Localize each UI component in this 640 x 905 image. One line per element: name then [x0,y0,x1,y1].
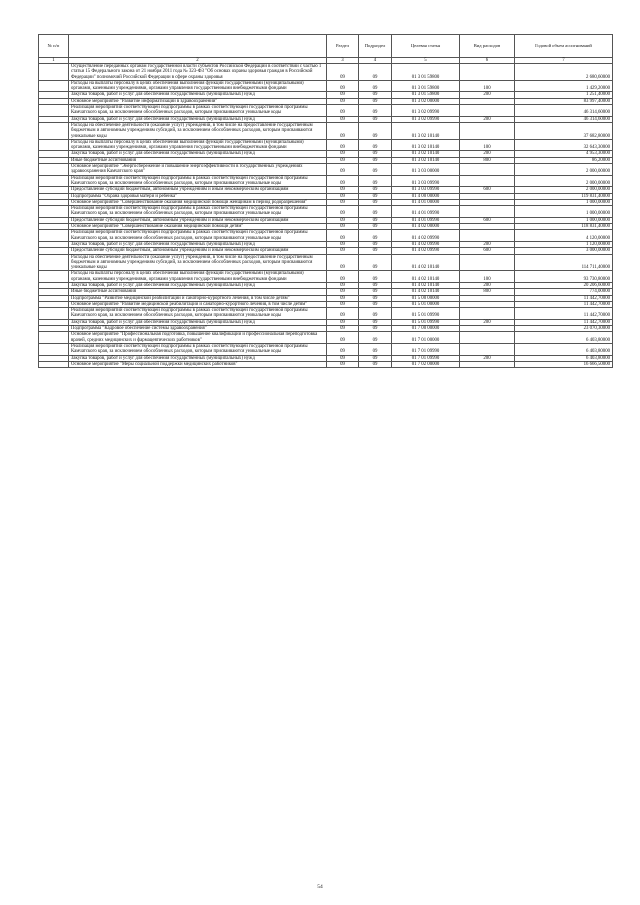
row-amount-cell: 1 000,00000 [515,206,613,218]
row-target-cell: 01 7 01 00000 [392,332,460,344]
row-target-cell: 01 4 02 10140 [392,271,460,283]
row-target-cell: 01 7 00 00000 [392,326,460,332]
row-razdel-cell: 09 [327,289,359,295]
table-header-row [39,35,613,58]
row-podrazdel-cell: 09 [359,308,392,320]
row-name-cell: Основное мероприятие "Развитие информатизации в здравоохранении" [69,98,327,104]
row-podrazdel-cell: 09 [359,282,392,288]
row-vid-cell: 200 [460,241,515,247]
row-vid-cell [460,343,515,355]
row-razdel-cell: 09 [327,343,359,355]
row-name-cell: Закупка товаров, работ и услуг для обеспечения государственных (муниципальных) нужд [69,92,327,98]
row-razdel-cell: 09 [327,92,359,98]
row-razdel-cell: 09 [327,271,359,283]
row-amount-cell: 2 000,00000 [515,175,613,187]
row-vid-cell: 800 [460,157,515,163]
row-razdel-cell: 09 [327,80,359,92]
row-razdel-cell: 09 [327,326,359,332]
column-number: 6 [460,58,515,64]
row-target-cell: 01 4 02 00000 [392,224,460,230]
row-num-cell [39,254,69,271]
row-vid-cell: 600 [460,187,515,193]
row-amount-cell: 93 730,80000 [515,271,613,283]
row-razdel-cell: 09 [327,122,359,139]
table-row [39,105,613,117]
row-razdel-cell: 09 [327,361,359,367]
page-number: 54 [317,884,323,890]
row-podrazdel-cell: 09 [359,217,392,223]
row-name-cell: Реализация мероприятий соответствующей подпрограммы в рамках соответствующей государственной программы Камчатского края, за исключением обособленных расходов, которым присваиваются уникальные коды [69,105,327,117]
header-target: Целевая статья [392,35,460,58]
row-num-cell [39,122,69,139]
row-amount-cell: 2 000,00000 [515,164,613,176]
table-row [39,254,613,271]
row-name-cell: Основное мероприятие "Профессиональная подготовка, повышение квалификации и профессиональная переподготовка врачей, средних медицинских и фармацевтических работников" [69,332,327,344]
row-num-cell [39,105,69,117]
row-target-cell: 01 5 01 00000 [392,301,460,307]
row-name-cell: Закупка товаров, работ и услуг для обеспечения государственных (муниципальных) нужд [69,241,327,247]
row-podrazdel-cell: 09 [359,224,392,230]
row-podrazdel-cell: 09 [359,319,392,325]
row-podrazdel-cell: 09 [359,271,392,283]
row-razdel-cell: 09 [327,254,359,271]
row-podrazdel-cell: 09 [359,175,392,187]
row-podrazdel-cell: 09 [359,164,392,176]
row-target-cell: 01 3 02 10140 [392,139,460,151]
row-vid-cell [460,254,515,271]
row-target-cell: 01 5 01 09990 [392,319,460,325]
row-razdel-cell: 09 [327,98,359,104]
header-razdel: Раздел [327,35,359,58]
budget-page [38,34,612,368]
row-podrazdel-cell: 09 [359,332,392,344]
row-razdel-cell: 09 [327,319,359,325]
row-podrazdel-cell: 09 [359,98,392,104]
column-number: 4 [359,58,392,64]
row-razdel-cell: 09 [327,224,359,230]
row-amount-cell: 6 403,80000 [515,332,613,344]
row-razdel-cell: 09 [327,199,359,205]
row-target-cell: 01 3 01 59800 [392,92,460,98]
row-podrazdel-cell: 09 [359,199,392,205]
row-name-cell: Расходы на выплаты персоналу в целях обеспечения выполнения функций государственными (муниципальными) органами, казенными учреждениями, органами управления государственными внебюджетными фондами [69,271,327,283]
row-podrazdel-cell: 09 [359,254,392,271]
row-name-cell: Подпрограмма "Развитие медицинской реабилитации и санаторно-курортного лечения, в том числе детям" [69,295,327,301]
row-amount-cell: 774,00000 [515,289,613,295]
row-target-cell: 01 3 03 09990 [392,187,460,193]
row-razdel-cell: 09 [327,151,359,157]
row-vid-cell: 200 [460,116,515,122]
row-amount-cell: 46 314,60000 [515,116,613,122]
row-target-cell: 01 3 03 09990 [392,175,460,187]
row-amount-cell: 2 000,00000 [515,187,613,193]
row-razdel-cell: 09 [327,164,359,176]
row-vid-cell [460,361,515,367]
row-target-cell: 01 4 02 10140 [392,254,460,271]
row-target-cell: 01 3 01 59800 [392,80,460,92]
table-row [39,332,613,344]
row-podrazdel-cell: 09 [359,301,392,307]
row-amount-cell: 3 000,00000 [515,248,613,254]
row-target-cell: 01 4 02 09990 [392,248,460,254]
row-target-cell: 01 7 01 09990 [392,343,460,355]
row-podrazdel-cell: 09 [359,361,392,367]
row-target-cell: 01 5 00 00000 [392,295,460,301]
row-num-cell [39,271,69,283]
row-target-cell: 01 3 03 00000 [392,164,460,176]
row-amount-cell: 32 643,30000 [515,139,613,151]
row-vid-cell [460,332,515,344]
table-row [39,308,613,320]
row-target-cell: 01 7 01 09990 [392,355,460,361]
row-podrazdel-cell: 09 [359,92,392,98]
row-vid-cell [460,105,515,117]
row-name-cell: Основное мероприятие "Совершенствование оказания медицинской помощи детям" [69,224,327,230]
row-num-cell [39,308,69,320]
row-amount-cell: 4 953,30000 [515,151,613,157]
row-amount-cell: 2 680,60000 [515,64,613,81]
row-name-cell: Закупка товаров, работ и услуг для обеспечения государственных (муниципальных) нужд [69,151,327,157]
row-name-cell: Иные бюджетные ассигнования [69,289,327,295]
row-vid-cell: 600 [460,248,515,254]
row-name-cell: Основное мероприятие "Совершенствование оказания медицинской помощи женщинам в период родоразрешения" [69,199,327,205]
row-target-cell: 01 4 02 09990 [392,241,460,247]
row-vid-cell: 200 [460,282,515,288]
row-num-cell [39,80,69,92]
row-name-cell: Предоставление субсидий бюджетным, автономным учреждениям и иным некоммерческим организациям [69,217,327,223]
table-row [39,230,613,242]
row-amount-cell: 23 070,30000 [515,326,613,332]
row-razdel-cell: 09 [327,175,359,187]
row-target-cell: 01 4 02 10140 [392,282,460,288]
row-amount-cell: 20 206,60000 [515,282,613,288]
table-row [39,80,613,92]
table-row [39,343,613,355]
row-target-cell: 01 3 02 09990 [392,105,460,117]
row-amount-cell: 11 442,70000 [515,295,613,301]
row-vid-cell: 100 [460,139,515,151]
row-num-cell [39,206,69,218]
row-podrazdel-cell: 09 [359,343,392,355]
row-amount-cell: 11 442,70000 [515,301,613,307]
table-row [39,206,613,218]
row-vid-cell: 200 [460,355,515,361]
row-razdel-cell: 09 [327,241,359,247]
row-name-cell: Реализация мероприятий соответствующей подпрограммы в рамках соответствующей государственной программы Камчатского края, за исключением обособленных расходов, которым присваиваются уникальные коды [69,175,327,187]
row-amount-cell: 6 403,80000 [515,355,613,361]
row-razdel-cell: 09 [327,217,359,223]
row-target-cell: 01 4 02 09990 [392,230,460,242]
row-num-cell [39,343,69,355]
row-name-cell: Подпрограмма "Кадровое обеспечение системы здравоохранения" [69,326,327,332]
row-amount-cell: 1 000,00000 [515,199,613,205]
row-name-cell: Предоставление субсидий бюджетным, автономным учреждениям и иным некоммерческим организациям [69,187,327,193]
row-razdel-cell: 09 [327,105,359,117]
row-amount-cell: 1 120,00000 [515,241,613,247]
row-razdel-cell: 09 [327,355,359,361]
table-row [39,361,613,367]
row-razdel-cell: 09 [327,295,359,301]
row-razdel-cell: 09 [327,308,359,320]
row-amount-cell: 86,20000 [515,157,613,163]
row-name-cell: Основное мероприятие "Энергосбережение и повышение энергоэффективности в государственных учреждениях здравоохранения Камчатского края" [69,164,327,176]
row-amount-cell: 11 442,70000 [515,319,613,325]
budget-table [38,34,613,368]
row-target-cell: 01 7 02 00000 [392,361,460,367]
row-name-cell: Иные бюджетные ассигнования [69,157,327,163]
row-amount-cell: 118 831,40000 [515,224,613,230]
column-number: 7 [515,58,613,64]
row-vid-cell [460,308,515,320]
row-vid-cell [460,230,515,242]
row-razdel-cell: 09 [327,64,359,81]
row-podrazdel-cell: 09 [359,157,392,163]
row-amount-cell: 11 442,70000 [515,308,613,320]
table-row [39,271,613,283]
row-name-cell: Закупка товаров, работ и услуг для обеспечения государственных (муниципальных) нужд [69,116,327,122]
row-vid-cell: 100 [460,80,515,92]
row-num-cell [39,332,69,344]
row-podrazdel-cell: 09 [359,122,392,139]
row-name-cell: Реализация мероприятий соответствующей подпрограммы в рамках соответствующей государственной программы Камчатского края, за исключением обособленных расходов, которым присваиваются уникальные коды [69,206,327,218]
row-razdel-cell: 09 [327,332,359,344]
row-target-cell: 01 3 02 10140 [392,151,460,157]
row-target-cell: 01 4 00 00000 [392,193,460,199]
row-amount-cell: 1 429,20000 [515,80,613,92]
row-razdel-cell: 09 [327,157,359,163]
row-target-cell: 01 4 02 10140 [392,289,460,295]
row-target-cell: 01 4 01 09990 [392,206,460,218]
table-row [39,175,613,187]
row-podrazdel-cell: 09 [359,295,392,301]
header-vid: Вид расходов [460,35,515,58]
row-podrazdel-cell: 09 [359,116,392,122]
row-name-cell: Расходы на выплаты персоналу в целях обеспечения выполнения функций государственными (муниципальными) органами, казенными учреждениями, органами управления государственными внебюджетными фондами [69,139,327,151]
row-podrazdel-cell: 09 [359,248,392,254]
row-name-cell: Расходы на обеспечение деятельности (оказание услуг) учреждений, в том числе на предоставление государственным бюджетным и автономным учреждениям субсидий, за исключением обособленных расходов, которым присваиваются уникальные коды [69,254,327,271]
table-row [39,122,613,139]
row-amount-cell: 4 120,00000 [515,230,613,242]
row-podrazdel-cell: 09 [359,326,392,332]
row-name-cell: Подпрограмма "Охрана здоровья матери и ребенка" [69,193,327,199]
header-name [69,35,327,58]
row-num-cell [39,175,69,187]
row-amount-cell: 83 997,40000 [515,98,613,104]
row-podrazdel-cell: 09 [359,193,392,199]
row-razdel-cell: 09 [327,139,359,151]
row-name-cell: Расходы на обеспечение деятельности (оказание услуг) учреждений, в том числе на предоставление государственным бюджетным и автономным учреждениям субсидий, за исключением обособленных расходов, которым присваиваются уникальные коды [69,122,327,139]
row-name-cell: Предоставление субсидий бюджетным, автономным учреждениям и иным некоммерческим организациям [69,248,327,254]
column-number: 2 [69,58,327,64]
row-num-cell [39,164,69,176]
row-podrazdel-cell: 09 [359,289,392,295]
column-number: 5 [392,58,460,64]
header-num: № п/п [39,35,69,58]
row-num-cell [39,230,69,242]
row-name-cell: Основное мероприятие "Развитие медицинской реабилитации и санаторно-курортного лечения, в том числе детям" [69,301,327,307]
row-razdel-cell: 09 [327,230,359,242]
row-target-cell: 01 3 02 00000 [392,98,460,104]
table-body [39,64,613,368]
row-vid-cell: 200 [460,151,515,157]
row-amount-cell: 6 403,80000 [515,343,613,355]
row-vid-cell: 600 [460,217,515,223]
table-row [39,139,613,151]
row-razdel-cell: 09 [327,248,359,254]
table-row [39,64,613,81]
row-target-cell: 01 3 01 59800 [392,64,460,81]
row-num-cell [39,64,69,81]
row-podrazdel-cell: 09 [359,80,392,92]
row-razdel-cell: 09 [327,187,359,193]
row-podrazdel-cell: 09 [359,241,392,247]
row-name-cell: Реализация мероприятий соответствующей подпрограммы в рамках соответствующей государственной программы Камчатского края, за исключением обособленных расходов, которым присваиваются уникальные коды [69,230,327,242]
row-name-cell: Закупка товаров, работ и услуг для обеспечения государственных (муниципальных) нужд [69,355,327,361]
row-vid-cell [460,122,515,139]
header-podrazdel: Подраздел [359,35,392,58]
row-vid-cell: 800 [460,289,515,295]
row-num-cell [39,139,69,151]
row-amount-cell: 114 711,40000 [515,254,613,271]
row-amount-cell: 119 831,40000 [515,193,613,199]
row-vid-cell [460,64,515,81]
row-vid-cell: 200 [460,319,515,325]
row-razdel-cell: 09 [327,282,359,288]
row-vid-cell [460,164,515,176]
row-amount-cell: 46 314,60000 [515,105,613,117]
row-podrazdel-cell: 09 [359,355,392,361]
row-vid-cell [460,206,515,218]
header-amount: Годовой объем ассигнований [515,35,613,58]
row-target-cell: 01 5 01 09990 [392,308,460,320]
row-target-cell: 01 3 02 09990 [392,116,460,122]
row-target-cell: 01 3 02 10140 [392,122,460,139]
row-target-cell: 01 4 01 09990 [392,217,460,223]
row-vid-cell: 200 [460,92,515,98]
row-razdel-cell: 09 [327,116,359,122]
column-number: 3 [327,58,359,64]
row-podrazdel-cell: 09 [359,187,392,193]
row-name-cell: Закупка товаров, работ и услуг для обеспечения государственных (муниципальных) нужд [69,282,327,288]
row-amount-cell: 16 666,50000 [515,361,613,367]
row-amount-cell: 1 000,00000 [515,217,613,223]
row-vid-cell: 100 [460,271,515,283]
row-podrazdel-cell: 09 [359,105,392,117]
row-podrazdel-cell: 09 [359,230,392,242]
column-number: 1 [39,58,69,64]
row-vid-cell [460,175,515,187]
row-num-cell [39,361,69,367]
row-target-cell: 01 4 01 00000 [392,199,460,205]
row-podrazdel-cell: 09 [359,139,392,151]
row-name-cell: Реализация мероприятий соответствующей подпрограммы в рамках соответствующей государственной программы Камчатского края, за исключением обособленных расходов, которым присваиваются уникальные коды [69,343,327,355]
row-name-cell: Основное мероприятие "Меры социальной поддержки медицинских работников" [69,361,327,367]
row-amount-cell: 1 251,40000 [515,92,613,98]
row-razdel-cell: 09 [327,301,359,307]
row-amount-cell: 37 682,80000 [515,122,613,139]
row-podrazdel-cell: 09 [359,206,392,218]
table-row [39,164,613,176]
row-razdel-cell: 09 [327,193,359,199]
row-podrazdel-cell: 09 [359,151,392,157]
row-name-cell: Осуществление переданных органам государственной власти субъектов Российской Федерации в соответствии с частью 1 статьи 15 Федерального закона от 21 ноября 2011 года № 323-ФЗ "Об основах охраны здоровья граждан в Российской Федерации" полномочий Российской Федерации в сфере охраны здоровья [69,64,327,81]
row-target-cell: 01 3 02 10140 [392,157,460,163]
row-name-cell: Расходы на выплаты персоналу в целях обеспечения выполнения функций государственными (муниципальными) органами, казенными учреждениями, органами управления государственными внебюджетными фондами [69,80,327,92]
row-name-cell: Закупка товаров, работ и услуг для обеспечения государственных (муниципальных) нужд [69,319,327,325]
row-name-cell: Реализация мероприятий соответствующей подпрограммы в рамках соответствующей государственной программы Камчатского края, за исключением обособленных расходов, которым присваиваются уникальные коды [69,308,327,320]
row-razdel-cell: 09 [327,206,359,218]
row-podrazdel-cell: 09 [359,64,392,81]
